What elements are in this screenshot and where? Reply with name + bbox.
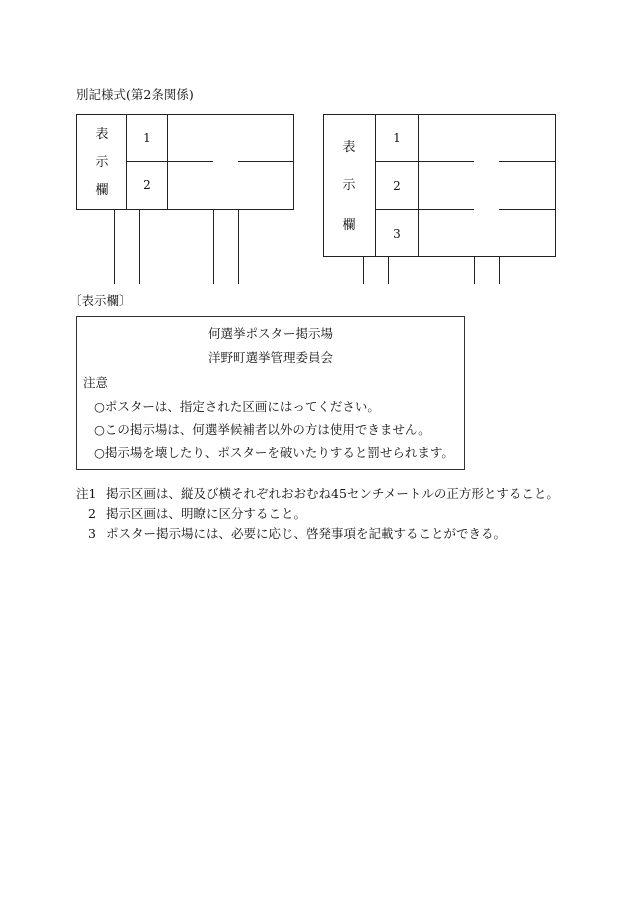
footnote-number: 2 xyxy=(88,506,96,521)
footnote-number: 注1 xyxy=(76,486,97,501)
notice-title: 何選挙ポスター掲示場 xyxy=(207,326,333,341)
board-right-frame xyxy=(324,115,556,257)
footnote-number: 3 xyxy=(88,526,96,541)
board-right-row-number: 3 xyxy=(393,227,401,241)
board-left-label-char: 欄 xyxy=(95,183,109,198)
form-title: 別記様式(第2条関係) xyxy=(76,87,194,102)
notice-item: ○この掲示場は、何選挙候補者以外の方は使用できません。 xyxy=(94,422,431,437)
caution-label: 注意 xyxy=(83,375,109,390)
footnote-row xyxy=(76,484,559,504)
notice-item: ○掲示場を壊したり、ポスターを破いたりすると罰せられます。 xyxy=(94,445,454,460)
board-left-row-number: 1 xyxy=(143,131,151,145)
notice-box xyxy=(76,316,465,470)
footnote-text: 掲示区画は、明瞭に区分すること。 xyxy=(106,506,307,521)
footnote-row xyxy=(76,524,559,544)
footnote-row xyxy=(76,504,559,524)
board-right-label-char: 示 xyxy=(342,178,356,193)
footnote-text: 掲示区画は、縦及び横それぞれおおむね45センチメートルの正方形とすること。 xyxy=(106,486,559,501)
board-right-row-number: 1 xyxy=(393,131,401,145)
footnotes xyxy=(76,484,559,544)
board-right-label-char: 表 xyxy=(342,140,356,155)
board-right-label-char: 欄 xyxy=(342,218,356,233)
board-left-row-number: 2 xyxy=(143,178,151,192)
notice-issuer: 洋野町選挙管理委員会 xyxy=(207,350,333,365)
board-left-label-char: 表 xyxy=(95,127,109,142)
notice-item: ○ポスターは、指定された区画にはってください。 xyxy=(94,399,380,414)
footnote-text: ポスター掲示場には、必要に応じ、啓発事項を記載することができる。 xyxy=(106,526,507,541)
board-right-row-number: 2 xyxy=(393,179,401,193)
display-section-label: 〔表示欄〕 xyxy=(69,293,132,308)
board-left-label-char: 示 xyxy=(95,155,109,170)
